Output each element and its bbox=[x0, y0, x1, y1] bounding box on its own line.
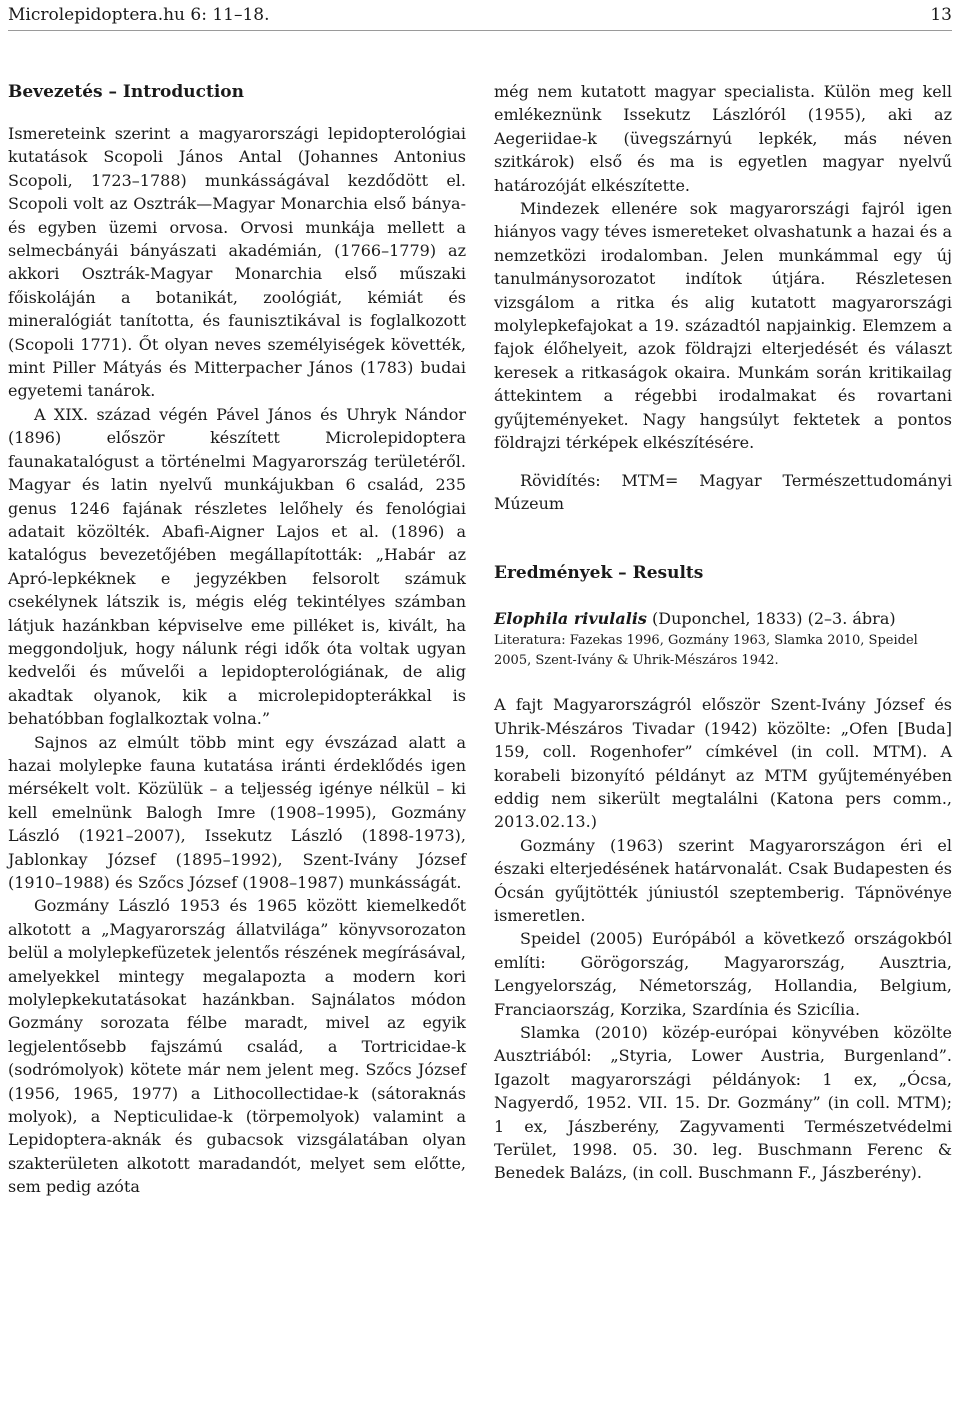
left-column bbox=[8, 80, 466, 1199]
intro-paragraph-2: A XIX. század végén Pável János és Uhryk Nándor (1896) először készített Microlepidoptera faunakatalógust a történelmi Magyarország területéről. Magyar és latin nyelvű munkájukban 6 család, 235 genus 1246 fajának részletes lelőhely és fenológiai adatait közölték. Abafi-Aigner Lajos et al. (1896) a katalógus bevezetőjében megállapították: „Habár az Apró-lepkéknek e jegyzékben felsorolt számuk csekélynek látszik is, mégis elég tekintélyes számban látjuk hazánkban képviselve eme pilléket is, kivált, ha meggondoljuk, hogy nálunk régi idők óta voltak ugyan kedvelői és művelői a lepidopterológiának, de alig akadtak olyanok, kik a microlepidopterákkal is behatóbban foglalkoztak volna.” bbox=[8, 404, 466, 729]
intro-paragraph-5: Mindezek ellenére sok magyarországi fajról igen hiányos vagy téves ismereteket olvashatunk a hazai és a nemzetközi irodalomban. Jelen munkámmal egy új tanulmánysorozatot indítok útjára. Részletesen vizsgálom a ritka és alig kutatott magyarországi molylepkefajokat a 19. századtól napjainkig. Elemzem a fajok élőhelyeit, azok földrajzi elterjedését és választ keresek a ritkaságok okaira. Munkám során kritikailag áttekintem a régebbi irodalmakat és rovartani gyűjteményeket. Nagy hangsúlyt fektetek a pontos földrajzi térképek elkészítésére. bbox=[494, 199, 952, 453]
intro-paragraph-4: Gozmány László 1953 és 1965 között kiemelkedőt alkotott a „Magyarország állatvilága” könyvsorozaton belül a molylepkefüzetek jelentős részének megírásával, amelyekkel mintegy megalapozta a modern kori molylepkekutatásokat hazánkban. Sajnálatos módon Gozmány sorozata félbe maradt, mivel az egyik legjelentősebb fajszámú család, a Tortricidae-k (sodrómolyok) kötete már nem jelent meg. Szőcs József (1956, 1965, 1977) a Lithocollectidae-k (sátoraknás molyok), a Nepticulidae-k (törpemolyok) valamint a Lepidoptera-aknák és gubacsok vizsgálatában olyan szakterületen alkotott maradandót, melyet sem előtte, sem pedig azóta bbox=[8, 896, 466, 1197]
page-number: 13 bbox=[930, 5, 952, 25]
running-header bbox=[8, 0, 952, 31]
intro-paragraph-3: Sajnos az elmúlt több mint egy évszázad alatt a hazai molylepke fauna kutatása iránti érdeklődés igen mérsékelt volt. Közülük – a teljesség igénye nélkül – ki kell emelnünk Balogh Imre (1908–1995), Gozmány László (1921–2007), Issekutz László (1898-1973), Jablonkay József (1895–1992), Szent-Ivány József (1910–1988) és Szőcs József (1908–1987) munkásságát. bbox=[8, 732, 466, 892]
journal-citation: Microlepidoptera.hu 6: 11–18. bbox=[8, 5, 270, 25]
abbreviation-note: Rövidítés: MTM= Magyar Természettudományi Múzeum bbox=[494, 470, 952, 513]
results-paragraph-2: Gozmány (1963) szerint Magyarországon éri el északi elterjedésének határvonalát. Csak Budapesten és Ócsán gyűjtötték júniustól szeptemberig. Tápnövénye ismeretlen. bbox=[494, 835, 952, 925]
species-title bbox=[494, 607, 952, 631]
intro-continuation: még nem kutatott magyar specialista. Külön meg kell emlékeznünk Issekutz Lászlóról (1955), aki az Aegeriidae-k (üvegszárnyú lepkék, más néven szitkárok) első és ma is egyetlen magyar nyelvű határozóját elkészítette. bbox=[494, 82, 952, 195]
introduction-heading: Bevezetés – Introduction bbox=[8, 82, 244, 102]
results-paragraph-4: Slamka (2010) közép-európai könyvében közölte Ausztriából: „Styria, Lower Austria, Burgenland”. Igazolt magyarországi példányok: 1 ex, „Ócsa, Nagyerdő, 1952. VII. 15. Dr. Gozmány” (in coll. MTM); 1 ex, Jászberény, Zagyvamenti Természetvédelmi Terület, 1998. 05. 30. leg. Buschmann Ferenc & Benedek Balázs, (in coll. Buschmann F., Jászberény). bbox=[494, 1023, 952, 1183]
literature-list: Literatura: Fazekas 1996, Gozmány 1963, Slamka 2010, Speidel 2005, Szent-Ivány & Uhrik-Mészáros 1942. bbox=[494, 633, 918, 669]
species-name: Elophila rivulalis bbox=[494, 609, 647, 629]
right-column bbox=[494, 80, 952, 1185]
results-paragraph-3: Speidel (2005) Európából a következő országokból említi: Görögország, Magyarország, Ausztria, Lengyelország, Németország, Hollandia, Belgium, Franciaország, Korzika, Szardínia és Szicília. bbox=[494, 929, 952, 1019]
results-heading: Eredmények – Results bbox=[494, 563, 704, 584]
species-author: (Duponchel, 1833) (2–3. ábra) bbox=[646, 609, 896, 629]
intro-paragraph-1: Ismereteink szerint a magyarországi lepidopterológiai kutatások Scopoli János Antal (Johannes Antonius Scopoli, 1723–1788) munkásságával kezdődött el. Scopoli volt az Osztrák—Magyar Monarchia első bánya- és egyben üzemi orvosa. Orvosi munkája mellett a selmecbányái bányászati akadémián, (1766–1779) az akkori Osztrák-Magyar Monarchia első műszaki főiskoláján a botanikát, zoológiát, kémiát és mineralógiát tanította, és faunisztikával is foglalkozott (Scopoli 1771). Őt olyan neves személyiségek követték, mint Piller Mátyás és Mitterpacher János (1783) budai egyetemi tanárok. bbox=[8, 124, 466, 401]
results-paragraph-1: A fajt Magyarországról először Szent-Ivány József és Uhrik-Mészáros Tivadar (1942) közölte: „Ofen [Buda] 159, coll. Rogenhofer” címkével (in coll. MTM). A korabeli bizonyító példányt az MTM gyűjteményében eddig nem sikerült megtalálni (Katona pers comm., 2013.02.13.) bbox=[494, 695, 952, 832]
